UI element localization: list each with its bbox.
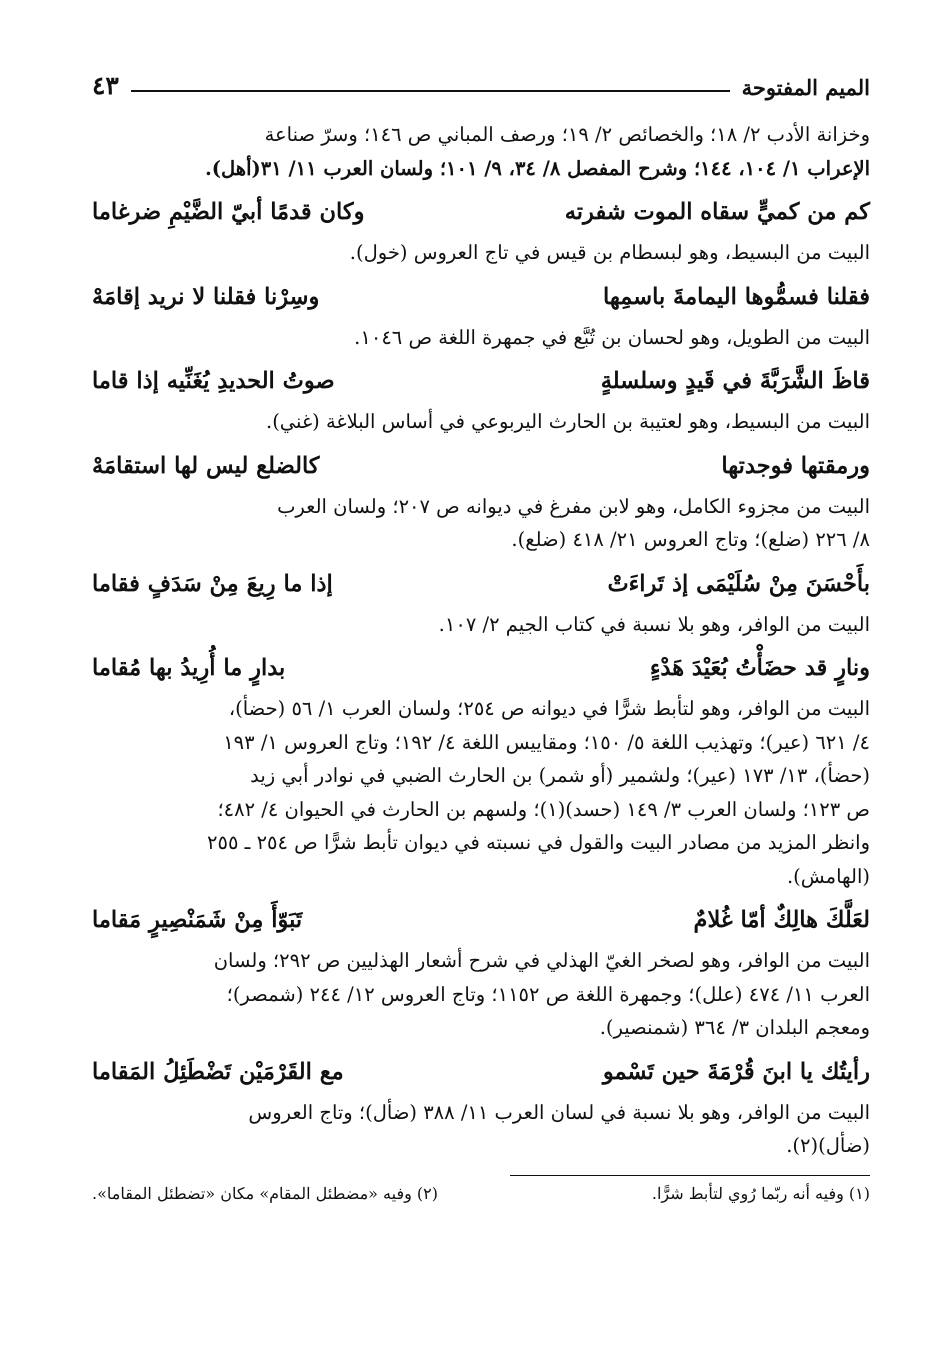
commentary-line: (حضأ)، ١٣/ ١٧٣ (عير)؛ ولشمير (أو شمر) بن الحارث الضبي في نوادر أبي زيد	[250, 764, 870, 787]
verse-line	[92, 442, 870, 490]
footnote-1: (١) وفيه أنه ربّما رُوي لتأبط شرًّا.	[651, 1183, 870, 1203]
verse-first-hemistich: ورمقتها فوجدتها	[721, 452, 870, 479]
commentary-line: البيت من الوافر، وهو بلا نسبة في لسان العرب ١١/ ٣٨٨ (ضأل)؛ وتاج العروس	[248, 1100, 870, 1124]
commentary-line: ص ١٢٣؛ ولسان العرب ٣/ ١٤٩ (حسد)(١)؛ ولسهم بن الحارث في الحيوان ٤/ ٤٨٢؛	[217, 797, 870, 821]
verse-first-hemistich: رأيتُك يا ابنَ قُرْمَةَ حين تَسْمو	[602, 1058, 870, 1085]
commentary-line: ٨/ ٢٢٦ (ضلع)؛ وتاج العروس ٢١/ ٤١٨ (ضلع).	[511, 528, 870, 551]
verse-first-hemistich: لعَلَّكَ هالِكٌ أمّا غُلامٌ	[693, 907, 870, 933]
commentary-line: ومعجم البلدان ٣/ ٣٦٤ (شمنصير).	[599, 1016, 870, 1039]
verse-line	[92, 896, 870, 944]
footnote-separator	[510, 1175, 870, 1176]
commentary-line: البيت من الوافر، وهو لصخر الغيّ الهذلي في شرح أشعار الهذليين ص ٢٩٢؛ ولسان	[213, 949, 870, 972]
page-number: ٤٣	[92, 71, 119, 100]
intro-line-1: وخزانة الأدب ٢/ ١٨؛ والخصائص ٢/ ١٩؛ ورصف المباني ص ١٤٦؛ وسرّ صناعة	[264, 123, 870, 146]
commentary-line: البيت من البسيط، وهو لعتيبة بن الحارث اليربوعي في أساس البلاغة (غني).	[266, 410, 870, 433]
running-header	[92, 66, 870, 100]
verse-first-hemistich: كم من كميٍّ سقاه الموت شفرته	[564, 199, 870, 225]
verse-entries	[92, 188, 870, 1163]
book-page	[92, 66, 870, 1208]
verse-second-hemistich: وسِرْنا فقلنا لا نريد إقامَهْ	[92, 283, 320, 310]
verse-line	[92, 1048, 870, 1096]
verse-second-hemistich: صوتُ الحديدِ يُغَنِّيه إذا قاما	[92, 368, 335, 394]
verse-line	[92, 644, 870, 692]
footnote-2: (٢) وفيه «مضطئل المقام» مكان «تضطئل المقاما».	[92, 1183, 438, 1203]
intro-line-2: الإعراب ١/ ١٠٤، ١٤٤؛ وشرح المفصل ٨/ ٣٤، ٩/ ١٠١؛ ولسان العرب ١١/ ٣١(أهل).	[205, 156, 870, 180]
chapter-title: الميم المفتوحة	[741, 75, 870, 100]
commentary-line: البيت من الوافر، وهو لتأبط شرًّا في ديوانه ص ٢٥٤؛ ولسان العرب ١/ ٥٦ (حضأ)،	[228, 697, 870, 720]
commentary-line: (ضأل)(٢).	[786, 1134, 870, 1157]
verse-first-hemistich: فقلنا فسمُّوها اليمامةَ باسمِها	[603, 283, 870, 310]
commentary-line: العرب ١١/ ٤٧٤ (علل)؛ وجمهرة اللغة ص ١١٥٢؛ وتاج العروس ١٢/ ٢٤٤ (شمصر)؛	[226, 982, 870, 1006]
verse-first-hemistich: بأَحْسَنَ مِنْ سُلَيْمَى إذ تَراءَتْ	[607, 570, 870, 597]
verse-second-hemistich: تَبَوّأَ مِنْ شَمَنْصِيرٍ مَقاما	[92, 907, 303, 933]
commentary-line: البيت من الطويل، وهو لحسان بن تُبَّع في جمهرة اللغة ص ١٠٤٦.	[354, 325, 870, 349]
verse-line	[92, 357, 870, 405]
commentary-line: (الهامش).	[786, 864, 870, 888]
verse-line	[92, 273, 870, 321]
verse-first-hemistich: قاظَ الشَّرَبَّةَ في قَيدٍ وسلسلةٍ	[600, 368, 870, 394]
commentary-line: البيت من الوافر، وهو بلا نسبة في كتاب الجيم ٢/ ١٠٧.	[438, 612, 870, 636]
verse-second-hemistich: وكان قدمًا أبيّ الضَّيْمِ ضرغاما	[92, 199, 365, 225]
verse-line	[92, 188, 870, 236]
footnotes	[92, 1180, 870, 1208]
commentary-line: ٤/ ٦٢١ (عير)؛ وتهذيب اللغة ٥/ ١٥٠؛ ومقاييس اللغة ٤/ ١٩٢؛ وتاج العروس ١/ ١٩٣	[223, 730, 870, 754]
verse-second-hemistich: إذا ما رِيعَ مِنْ سَدَفٍ فقاما	[92, 570, 333, 597]
header-rule	[131, 90, 730, 92]
verse-first-hemistich: ونارٍ قد حضَأْتُ بُعَيْدَ هَدْءٍ	[649, 655, 870, 681]
verse-second-hemistich: بدارٍ ما أُرِيدُ بها مُقاما	[92, 655, 286, 681]
commentary-line: البيت من البسيط، وهو لبسطام بن قيس في تاج العروس (خول).	[349, 241, 870, 264]
verse-line	[92, 560, 870, 608]
verse-second-hemistich: كالضلع ليس لها استقامَهْ	[92, 452, 320, 479]
verse-second-hemistich: مع القَرْمَيْن تَضْطَئِلُ المَقاما	[92, 1058, 344, 1085]
commentary-line: وانظر المزيد من مصادر البيت والقول في نسبته في ديوان تأبط شرًّا ص ٢٥٤ ـ ٢٥٥	[207, 831, 870, 854]
commentary-line: البيت من مجزوء الكامل، وهو لابن مفرغ في ديوانه ص ٢٠٧؛ ولسان العرب	[277, 494, 870, 518]
